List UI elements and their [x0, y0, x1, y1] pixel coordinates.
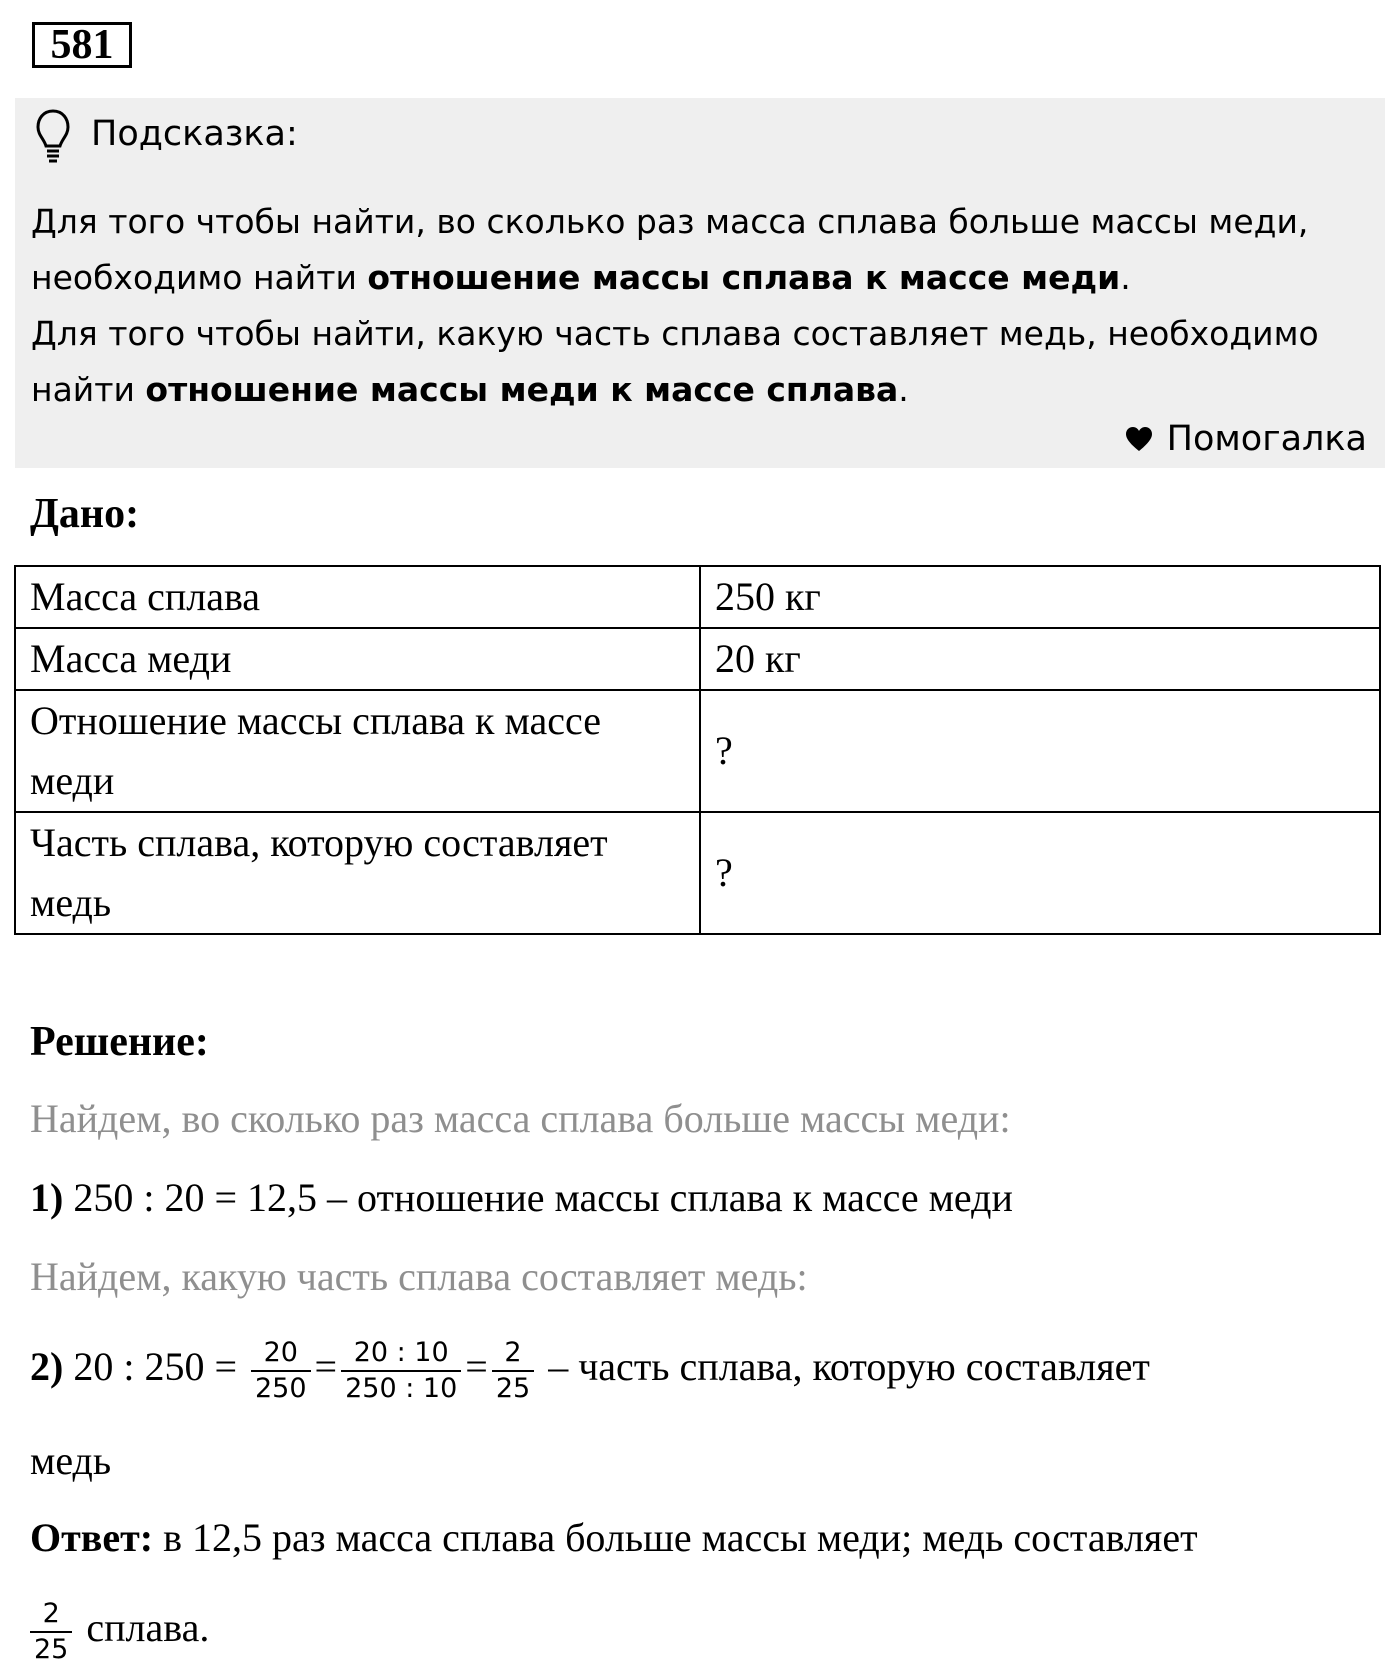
- answer-line: [30, 1511, 1198, 1565]
- step2-suffix: – часть сплава, которую составляет: [538, 1344, 1150, 1389]
- given-value: 20 кг: [700, 628, 1380, 690]
- given-value: ?: [700, 690, 1380, 812]
- task-number: 581: [32, 22, 132, 68]
- step1-line: [30, 1171, 1013, 1225]
- hint-title: Подсказка:: [91, 114, 298, 154]
- answer-label: Ответ:: [30, 1515, 154, 1560]
- table-row: [15, 628, 1380, 690]
- step1-text: 250 : 20 = 12,5 – отношение массы сплава к массе меди: [63, 1175, 1013, 1220]
- answer-end: сплава.: [76, 1605, 210, 1650]
- step2-line: 2) 20 : 250 = $\frac{20}{250}$ = $\frac{20 : 10}{250 : 10}$ = $\frac{2}{25}$ – часть сплава, которую составляет: [30, 1336, 1150, 1404]
- given-table: [14, 565, 1381, 935]
- hint-box: [15, 98, 1385, 468]
- hint-bold-2: отношение массы меди к массе сплава: [145, 370, 899, 409]
- answer-continuation: [26, 1588, 209, 1668]
- given-label: Часть сплава, которую составляет медь: [15, 812, 700, 934]
- fraction: $\frac{20}{250}$: [251, 1336, 311, 1406]
- hint-text: Для того чтобы найти, во сколько раз масса сплава больше массы меди, необходимо найти отношение массы сплава к массе меди. Для того чтобы найти, какую часть сплава составляет медь, необходимо найти отношение массы меди к массе сплава.: [31, 202, 1319, 409]
- given-title: Дано:: [30, 491, 140, 537]
- heart-icon: [1125, 426, 1153, 452]
- table-row: [15, 690, 1380, 812]
- fraction: $\frac{20 : 10}{250 : 10}$: [341, 1336, 461, 1406]
- step1-number: 1): [30, 1175, 64, 1220]
- step2-number: 2): [30, 1344, 64, 1389]
- given-label: Масса сплава: [15, 566, 700, 628]
- given-label: Отношение массы сплава к массе меди: [15, 690, 700, 812]
- hint-bold-1: отношение массы сплава к массе меди: [367, 258, 1121, 297]
- given-value: 250 кг: [700, 566, 1380, 628]
- brand-label: [1125, 416, 1367, 462]
- step1-intro: Найдем, во сколько раз масса сплава больше массы меди:: [30, 1096, 1011, 1141]
- lightbulb-icon: [35, 108, 71, 164]
- step2-continuation: медь: [30, 1438, 112, 1483]
- answer-text: в 12,5 раз масса сплава больше массы меди; медь составляет: [153, 1515, 1198, 1560]
- table-row: [15, 812, 1380, 934]
- given-label: Масса меди: [15, 628, 700, 690]
- solution-title: Решение:: [30, 1019, 209, 1065]
- given-value: ?: [700, 812, 1380, 934]
- fraction: $\frac{2}{25}$: [492, 1336, 534, 1406]
- fraction: $\frac{2}{25}$: [30, 1597, 72, 1667]
- step2-intro: Найдем, какую часть сплава составляет медь:: [30, 1254, 808, 1299]
- table-row: [15, 566, 1380, 628]
- brand-text: Помогалка: [1166, 419, 1367, 459]
